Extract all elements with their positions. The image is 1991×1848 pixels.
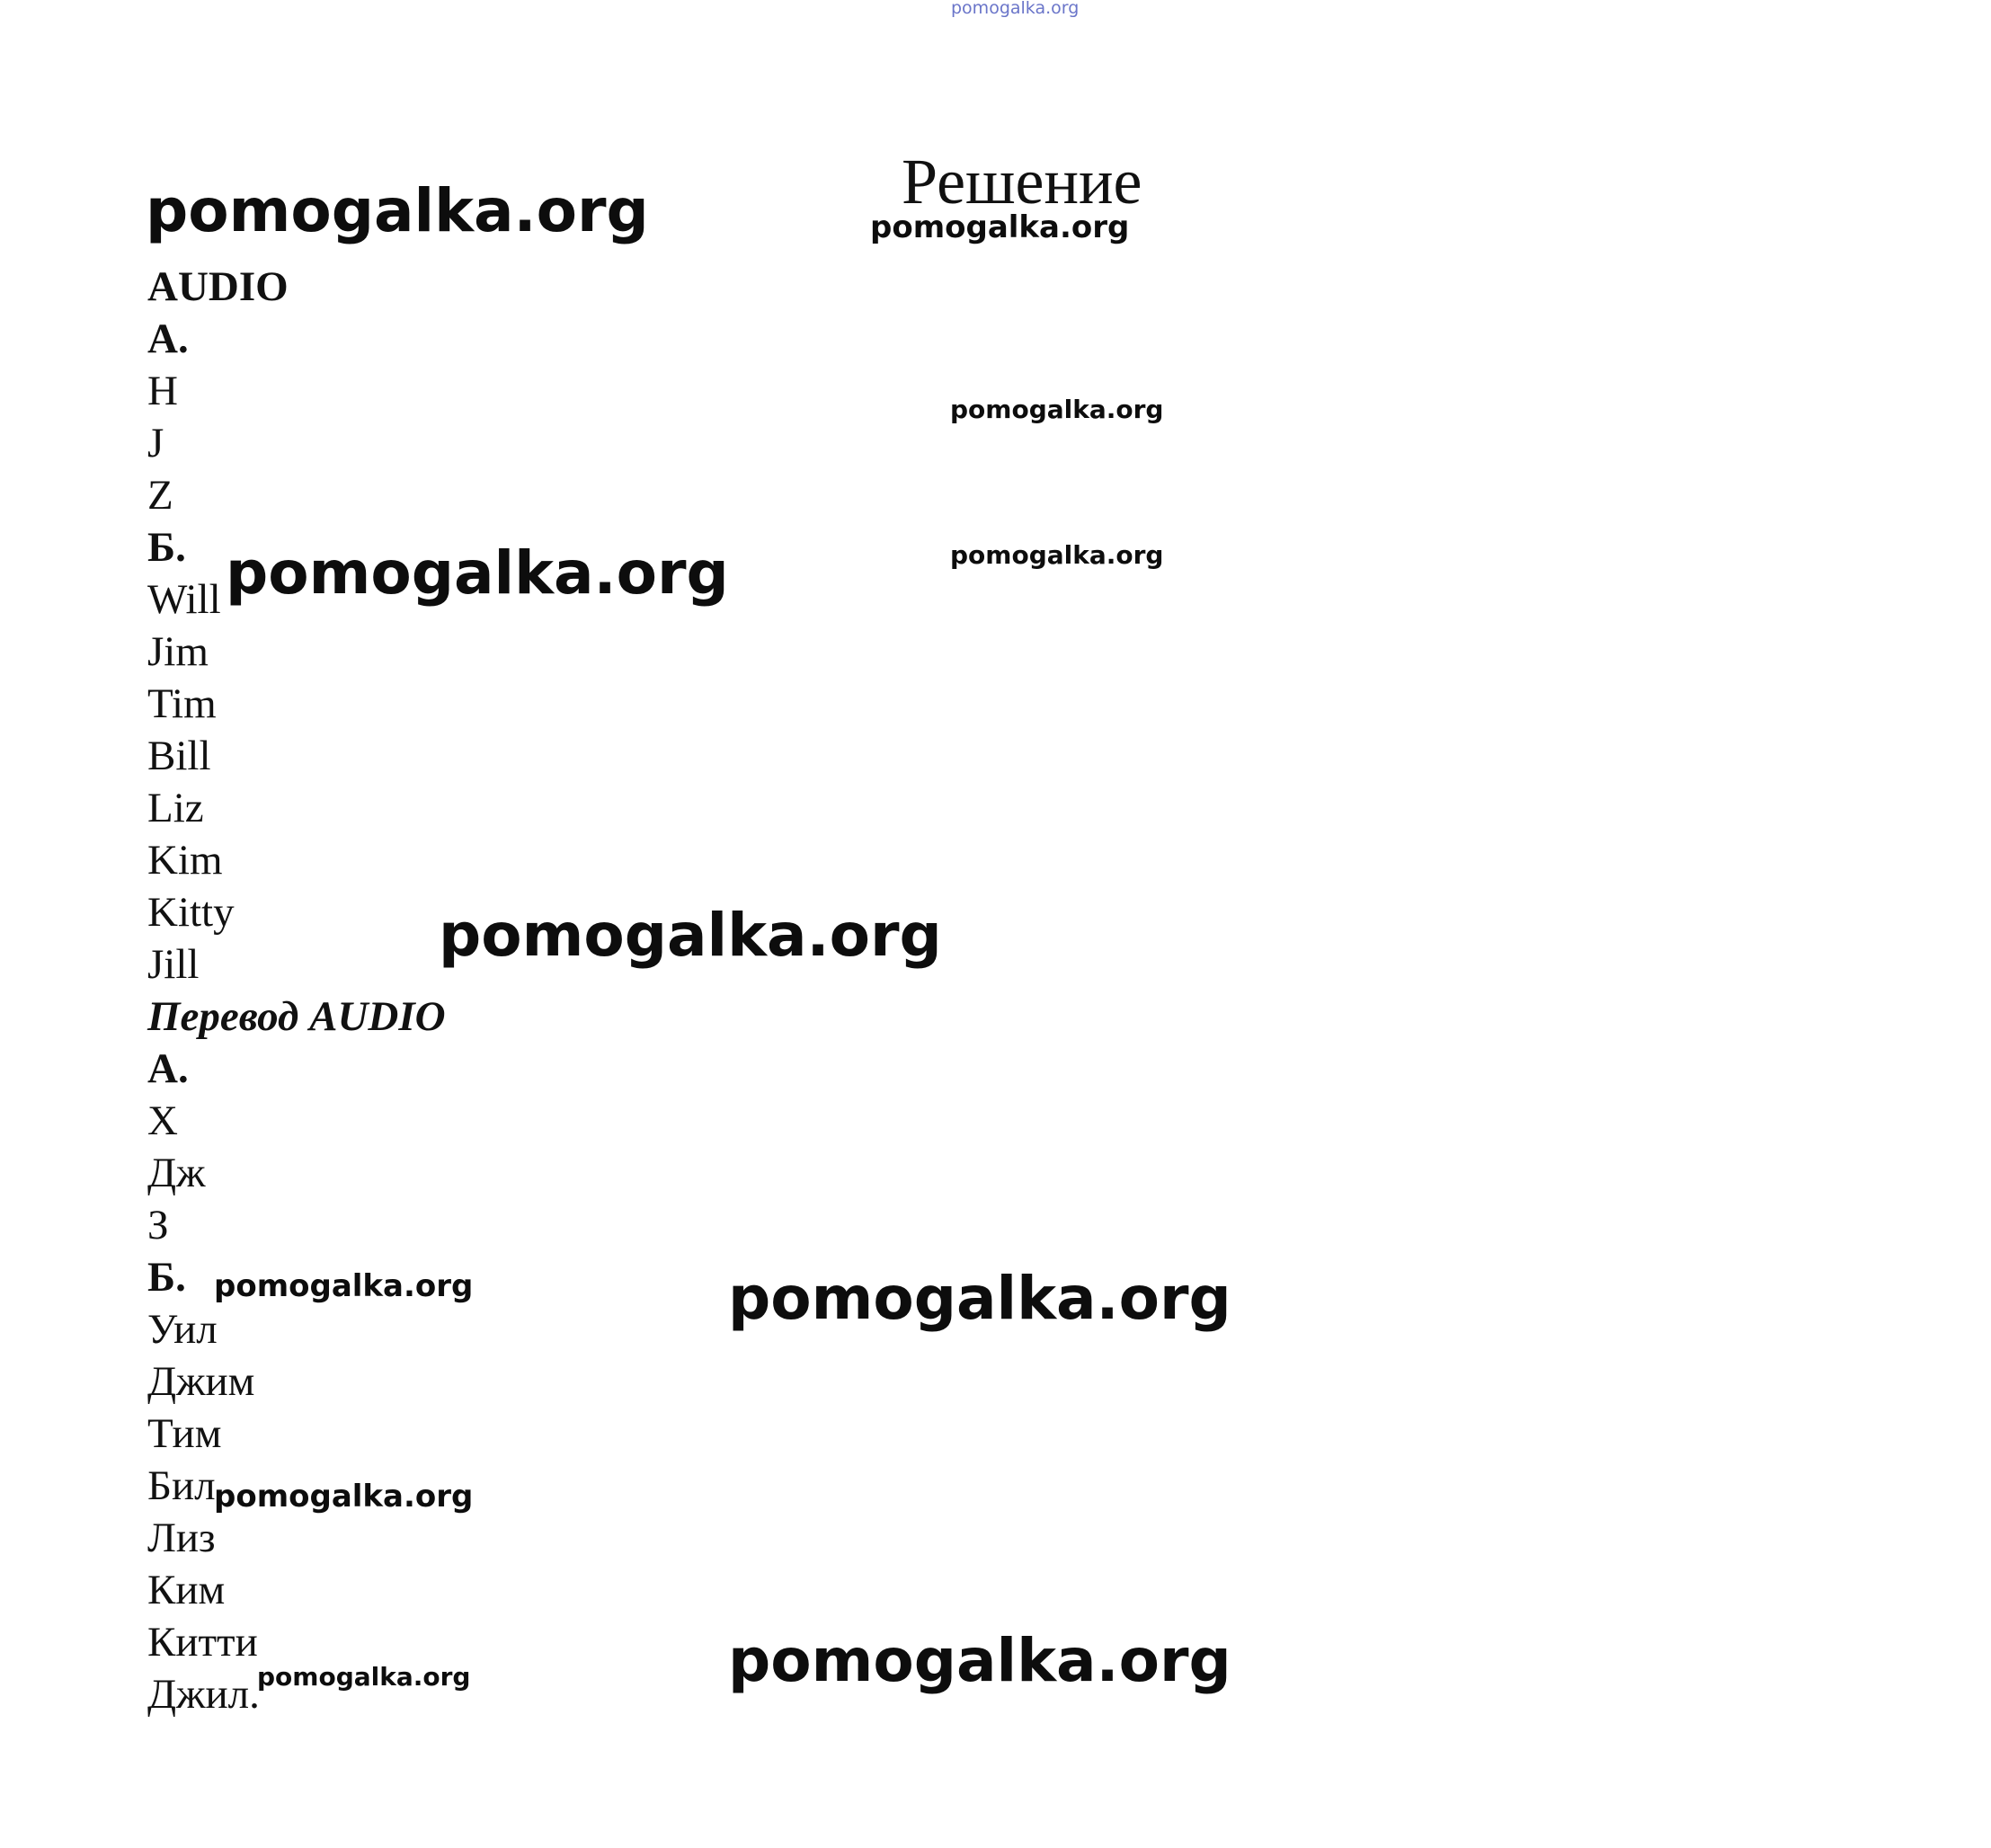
translation-letter-item: З — [147, 1202, 169, 1248]
watermark: pomogalka.org — [870, 209, 1130, 245]
translation-name-item: Джим — [147, 1358, 255, 1405]
watermark: pomogalka.org — [439, 901, 942, 970]
audio-name-item: Kim — [147, 837, 223, 884]
translation-name-item: Уил — [147, 1306, 218, 1353]
watermark: pomogalka.org — [950, 395, 1164, 424]
watermark: pomogalka.org — [226, 538, 729, 608]
translation-name-item: Тим — [147, 1410, 222, 1457]
page-title: Решение — [902, 146, 1142, 218]
audio-letter-item: J — [147, 420, 164, 466]
audio-letter-item: Z — [147, 472, 173, 519]
translation-section-a-label: А. — [147, 1045, 189, 1092]
audio-name-item: Liz — [147, 785, 204, 831]
watermark: pomogalka.org — [950, 540, 1164, 570]
audio-name-item: Jim — [147, 628, 209, 675]
audio-section-a-label: А. — [147, 315, 189, 362]
header-watermark: pomogalka.org — [951, 0, 1080, 18]
translation-title: Перевод AUDIO — [147, 993, 446, 1040]
audio-name-item: Kitty — [147, 889, 235, 936]
translation-section-b-label: Б. — [147, 1254, 186, 1301]
translation-name-item: Ким — [147, 1567, 226, 1613]
audio-name-item: Jill — [147, 941, 200, 988]
audio-letter-item: H — [147, 368, 178, 414]
translation-name-item: Джил. — [147, 1671, 260, 1718]
audio-title: AUDIO — [147, 263, 289, 310]
audio-name-item: Tim — [147, 680, 217, 727]
audio-name-item: Bill — [147, 733, 211, 779]
translation-name-item: Бил — [147, 1462, 216, 1509]
translation-letter-item: Х — [147, 1097, 178, 1144]
watermark: pomogalka.org — [728, 1626, 1231, 1695]
watermark: pomogalka.org — [728, 1264, 1231, 1333]
audio-name-item: Will — [147, 576, 221, 623]
translation-name-item: Лиз — [147, 1515, 216, 1561]
watermark: pomogalka.org — [214, 1268, 474, 1304]
watermark: pomogalka.org — [214, 1479, 474, 1515]
audio-section-b-label: Б. — [147, 524, 186, 571]
watermark: pomogalka.org — [257, 1662, 471, 1692]
translation-letter-item: Дж — [147, 1150, 206, 1196]
watermark: pomogalka.org — [146, 176, 649, 245]
translation-name-item: Китти — [147, 1619, 258, 1666]
